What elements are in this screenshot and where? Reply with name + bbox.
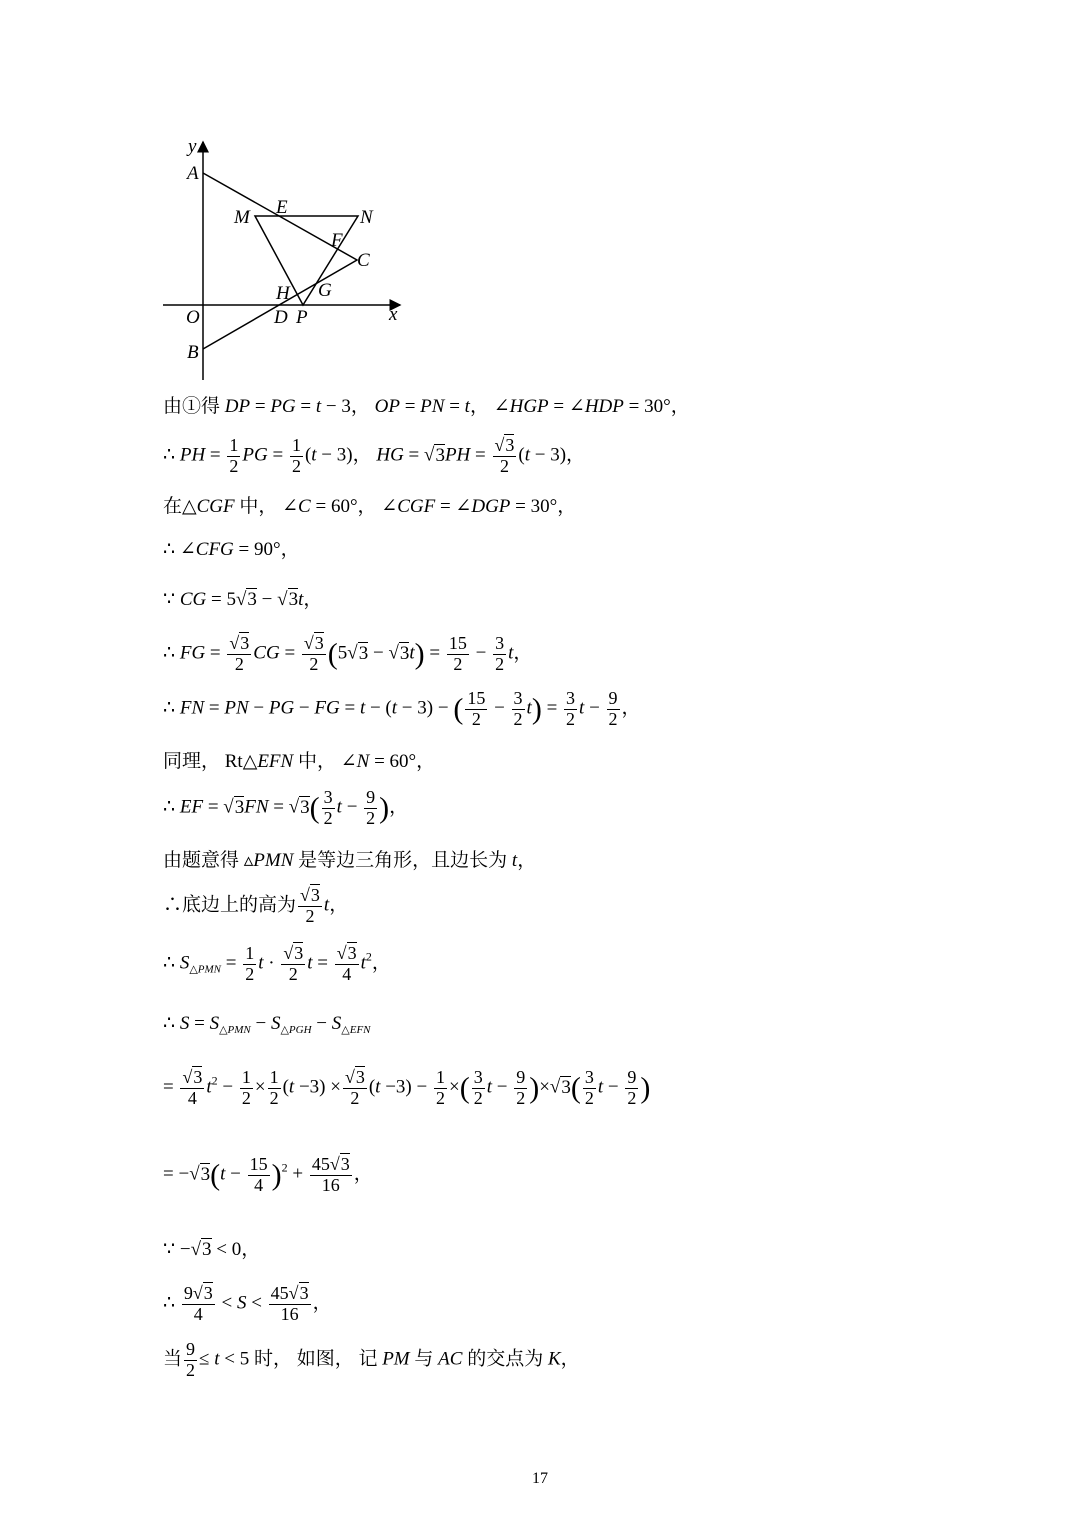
solution-line-5: ∵ CG = 5√3 − √3t， (163, 589, 323, 610)
solution-line-6: ∴ FG = $\frac{√3}{2}$ CG = $\frac{√3}{2}$ (5√3 − √3t) = $\frac{15}{2}$ − $\frac{3}{2}$ t， (163, 633, 533, 674)
label-a: A (187, 163, 199, 184)
solution-line-3: 在△CGF 中， ∠C = 60°， ∠CGF = ∠DGP = 30°， (163, 496, 577, 517)
label-e: E (276, 197, 288, 218)
label-p: P (296, 307, 308, 328)
solution-line-16: ∵ −√3 < 0， (163, 1239, 261, 1260)
page-number: 17 (532, 1470, 548, 1487)
solution-line-1: 由①得 DP = PG = t − 3， OP = PN = t， ∠HGP = ∠HDP = 30°， (163, 396, 690, 417)
label-m: M (234, 207, 250, 228)
solution-line-18: 当 $\frac{9}{2}$ ≤ t < 5 时， 如图， 记 PM 与 AC 的交点为 K， (163, 1339, 580, 1380)
solution-line-2: ∴ PH = $\frac{1}{2}$ PG = $\frac{1}{2}$ (t − 3)， HG = √3PH = $\frac{√3}{2}$ (t − 3)， (163, 435, 586, 476)
label-b: B (187, 342, 199, 363)
label-y: y (188, 136, 197, 157)
label-x: x (389, 304, 398, 325)
label-g: G (318, 280, 332, 301)
solution-line-9: ∴ EF = √3FN = √3( $\frac{3}{2}$ t − $\frac{9}{2}$ )， (163, 787, 409, 828)
solution-line-8: 同理， Rt△EFN 中， ∠N = 60°， (163, 751, 436, 772)
label-d: D (274, 307, 288, 328)
solution-line-11: ∴底边上的高为 $\frac{√3}{2}$ t， (163, 885, 349, 926)
solution-line-4: ∴ ∠CFG = 90°， (163, 539, 300, 560)
label-f: F (331, 230, 343, 251)
solution-line-17: ∴ $\frac{9√3}{4}$ < S < $\frac{45√3}{16}$ ， (163, 1283, 332, 1324)
label-o: O (186, 307, 200, 328)
solution-line-13: ∴ $S = S_{\triangle PMN} - S_{\triangle PGH} - S_{\triangle EFN}$ (163, 1013, 371, 1036)
solution-line-14: = $\frac{√3}{4}$ $t^2$ − $\frac{1}{2}$ × $\frac{1}{2}$ (t −3) × $\frac{√3}{2}$ (t −3) − $\frac{1}{2}$ ×( $\frac{3}{2}$ t − $\frac{9}{2}$ )×√3( $\frac{3}{2}$ t − $\frac{9}{2}$ ) (163, 1067, 651, 1108)
label-c: C (357, 250, 370, 271)
coordinate-diagram (150, 130, 420, 390)
solution-line-12: ∴ $S_{\triangle PMN}$ = $\frac{1}{2}$ t · $\frac{√3}{2}$ t = $\frac{√3}{4}$ $t^2$， (163, 943, 391, 984)
label-h: H (276, 283, 290, 304)
solution-line-7: ∴ FN = PN − PG − FG = t − (t − 3) − ( $\frac{15}{2}$ − $\frac{3}{2}$ t) = $\frac{3}{2}$ t − $\frac{9}{2}$ ， (163, 688, 641, 729)
label-n: N (360, 207, 373, 228)
solution-line-10: 由题意得 ▵PMN 是等边三角形，且边长为 t， (163, 850, 537, 871)
geometry-figure (150, 130, 420, 390)
solution-line-15: = −√3(t − $\frac{15}{4}$ )$^2$ + $\frac{45√3}{16}$ ， (163, 1154, 373, 1195)
